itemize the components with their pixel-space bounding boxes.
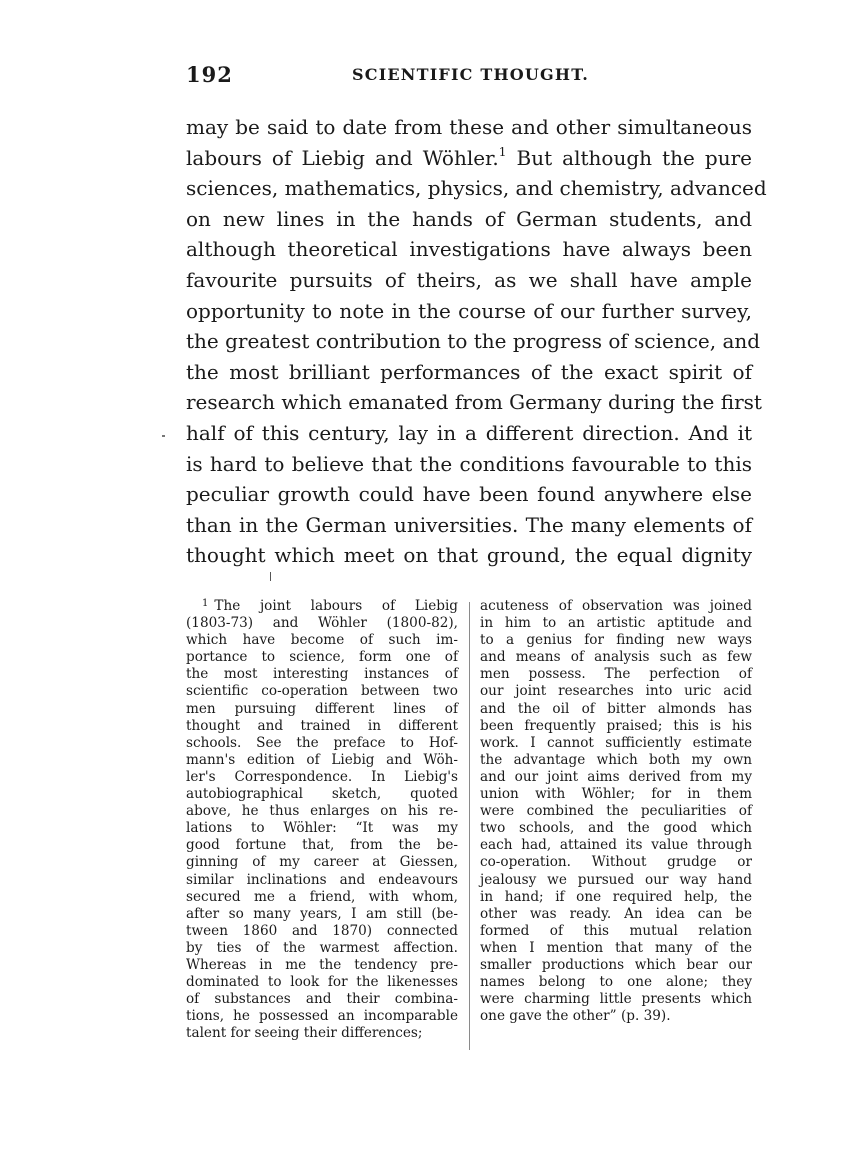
body-line: on new lines in the hands of German students, and: [186, 206, 752, 231]
footnote-line: formed of this mutual relation: [480, 922, 752, 939]
body-line: research which emanated from Germany during the first: [186, 390, 762, 415]
footnote-line: names belong to one alone; they: [480, 974, 752, 991]
footnote-line: two schools, and the good which: [480, 820, 752, 837]
footnote-line: to a genius for finding new ways: [480, 632, 752, 649]
footnote-line: thought and trained in different: [186, 717, 458, 734]
footnote-line: [186, 598, 458, 615]
footnote-line: and means of analysis such as few: [480, 649, 752, 666]
body-line: may be said to date from these and other simultaneous: [186, 115, 752, 139]
body-line-end: But although the pure: [516, 145, 752, 170]
footnote-line: each had, attained its value through: [480, 837, 752, 854]
footnote-line: secured me a friend, with whom,: [186, 888, 458, 905]
footnote-marker: 1: [202, 598, 209, 609]
footnote-line: co-operation. Without grudge or: [480, 854, 752, 871]
body-line: than in the German universities. The many elements of: [186, 512, 752, 537]
footnote-line: after so many years, I am still (be-: [186, 905, 458, 922]
footnote-line-text: The joint labours of Liebig: [214, 598, 458, 614]
footnote-line: tions, he possessed an incomparable: [186, 1008, 458, 1025]
footnote-line: and the oil of bitter almonds has: [480, 700, 752, 717]
running-head: [186, 62, 752, 92]
body-line: although theoretical investigations have always been: [186, 237, 752, 262]
footnote-line: men pursuing different lines of: [186, 700, 458, 717]
body-line: the most brilliant performances of the exact spirit of: [186, 359, 752, 384]
footnote-line: the advantage which both my own: [480, 751, 752, 768]
footnote-line: autobiographical sketch, quoted: [186, 786, 458, 803]
footnote-line: schools. See the preface to Hof-: [186, 734, 458, 751]
footnote-line: in him to an artistic aptitude and: [480, 615, 752, 632]
footnote-line: jealousy we pursued our way hand: [480, 871, 752, 888]
footnote-line: good fortune that, from the be-: [186, 837, 458, 854]
print-tick-mark: [270, 572, 271, 581]
page-number: 192: [186, 62, 233, 87]
footnote-line: dominated to look for the likenesses: [186, 974, 458, 991]
column-divider: [469, 602, 470, 1050]
footnote-line: ginning of my career at Giessen,: [186, 854, 458, 871]
footnote-line: when I mention that many of the: [480, 939, 752, 956]
body-line: [186, 143, 752, 174]
body-line: thought which meet on that ground, the equal dignity: [186, 543, 752, 568]
footnote-line: tween 1860 and 1870) connected: [186, 922, 458, 939]
footnote-line: by ties of the warmest affection.: [186, 939, 458, 956]
footnote-line: were combined the peculiarities of: [480, 803, 752, 820]
footnote-line: of substances and their combina-: [186, 991, 458, 1008]
body-line: half of this century, lay in a different direction. And it: [186, 420, 752, 445]
footnote-line: and our joint aims derived from my: [480, 768, 752, 785]
footnote-line: were charming little presents which: [480, 991, 752, 1008]
body-line: opportunity to note in the course of our further survey,: [186, 298, 752, 323]
footnote-reference: 1: [498, 144, 507, 159]
footnote-line: talent for seeing their differences;: [186, 1025, 423, 1042]
footnote-line: (1803-73) and Wöhler (1800-82),: [186, 615, 458, 632]
footnote-line: one gave the other” (p. 39).: [480, 1008, 671, 1025]
body-line: the greatest contribution to the progress of science, and: [186, 329, 761, 354]
footnote-line: in hand; if one required help, the: [480, 888, 752, 905]
footnote-line: smaller productions which bear our: [480, 956, 752, 973]
footnote-right-column: [480, 598, 752, 1025]
body-line: peculiar growth could have been found anywhere else: [186, 482, 752, 507]
footnote-line: portance to science, form one of: [186, 649, 458, 666]
footnote-line: our joint researches into uric acid: [480, 683, 752, 700]
footnote-line: ler's Correspondence. In Liebig's: [186, 768, 458, 785]
footnote-line: been frequently praised; this is his: [480, 717, 752, 734]
footnote-line: mann's edition of Liebig and Wöh-: [186, 751, 458, 768]
footnote-line: the most interesting instances of: [186, 666, 458, 683]
footnote-line: lations to Wöhler: “It was my: [186, 820, 458, 837]
body-line: sciences, mathematics, physics, and chemistry, advanced: [186, 176, 767, 201]
body-line: is hard to believe that the conditions favourable to this: [186, 451, 752, 476]
body-text: [186, 112, 767, 571]
body-line: favourite pursuits of theirs, as we shall have ample: [186, 267, 752, 292]
footnote-line: union with Wöhler; for in them: [480, 786, 752, 803]
footnote-line: men possess. The perfection of: [480, 666, 752, 683]
footnote-left-column: [186, 598, 458, 1042]
footnote-line: similar inclinations and endeavours: [186, 871, 458, 888]
footnote-block: [186, 598, 756, 1058]
footnote-line: above, he thus enlarges on his re-: [186, 803, 458, 820]
footnote-line: Whereas in me the tendency pre-: [186, 956, 458, 973]
margin-mark: [162, 435, 165, 437]
body-line-start: labours of Liebig and Wöhler.: [186, 145, 499, 170]
running-title: SCIENTIFIC THOUGHT.: [352, 65, 590, 84]
footnote-line: acuteness of observation was joined: [480, 598, 752, 614]
footnote-line: which have become of such im-: [186, 632, 458, 649]
footnote-line: other was ready. An idea can be: [480, 905, 752, 922]
footnote-line: work. I cannot sufficiently estimate: [480, 734, 752, 751]
footnote-line: scientific co-operation between two: [186, 683, 458, 700]
